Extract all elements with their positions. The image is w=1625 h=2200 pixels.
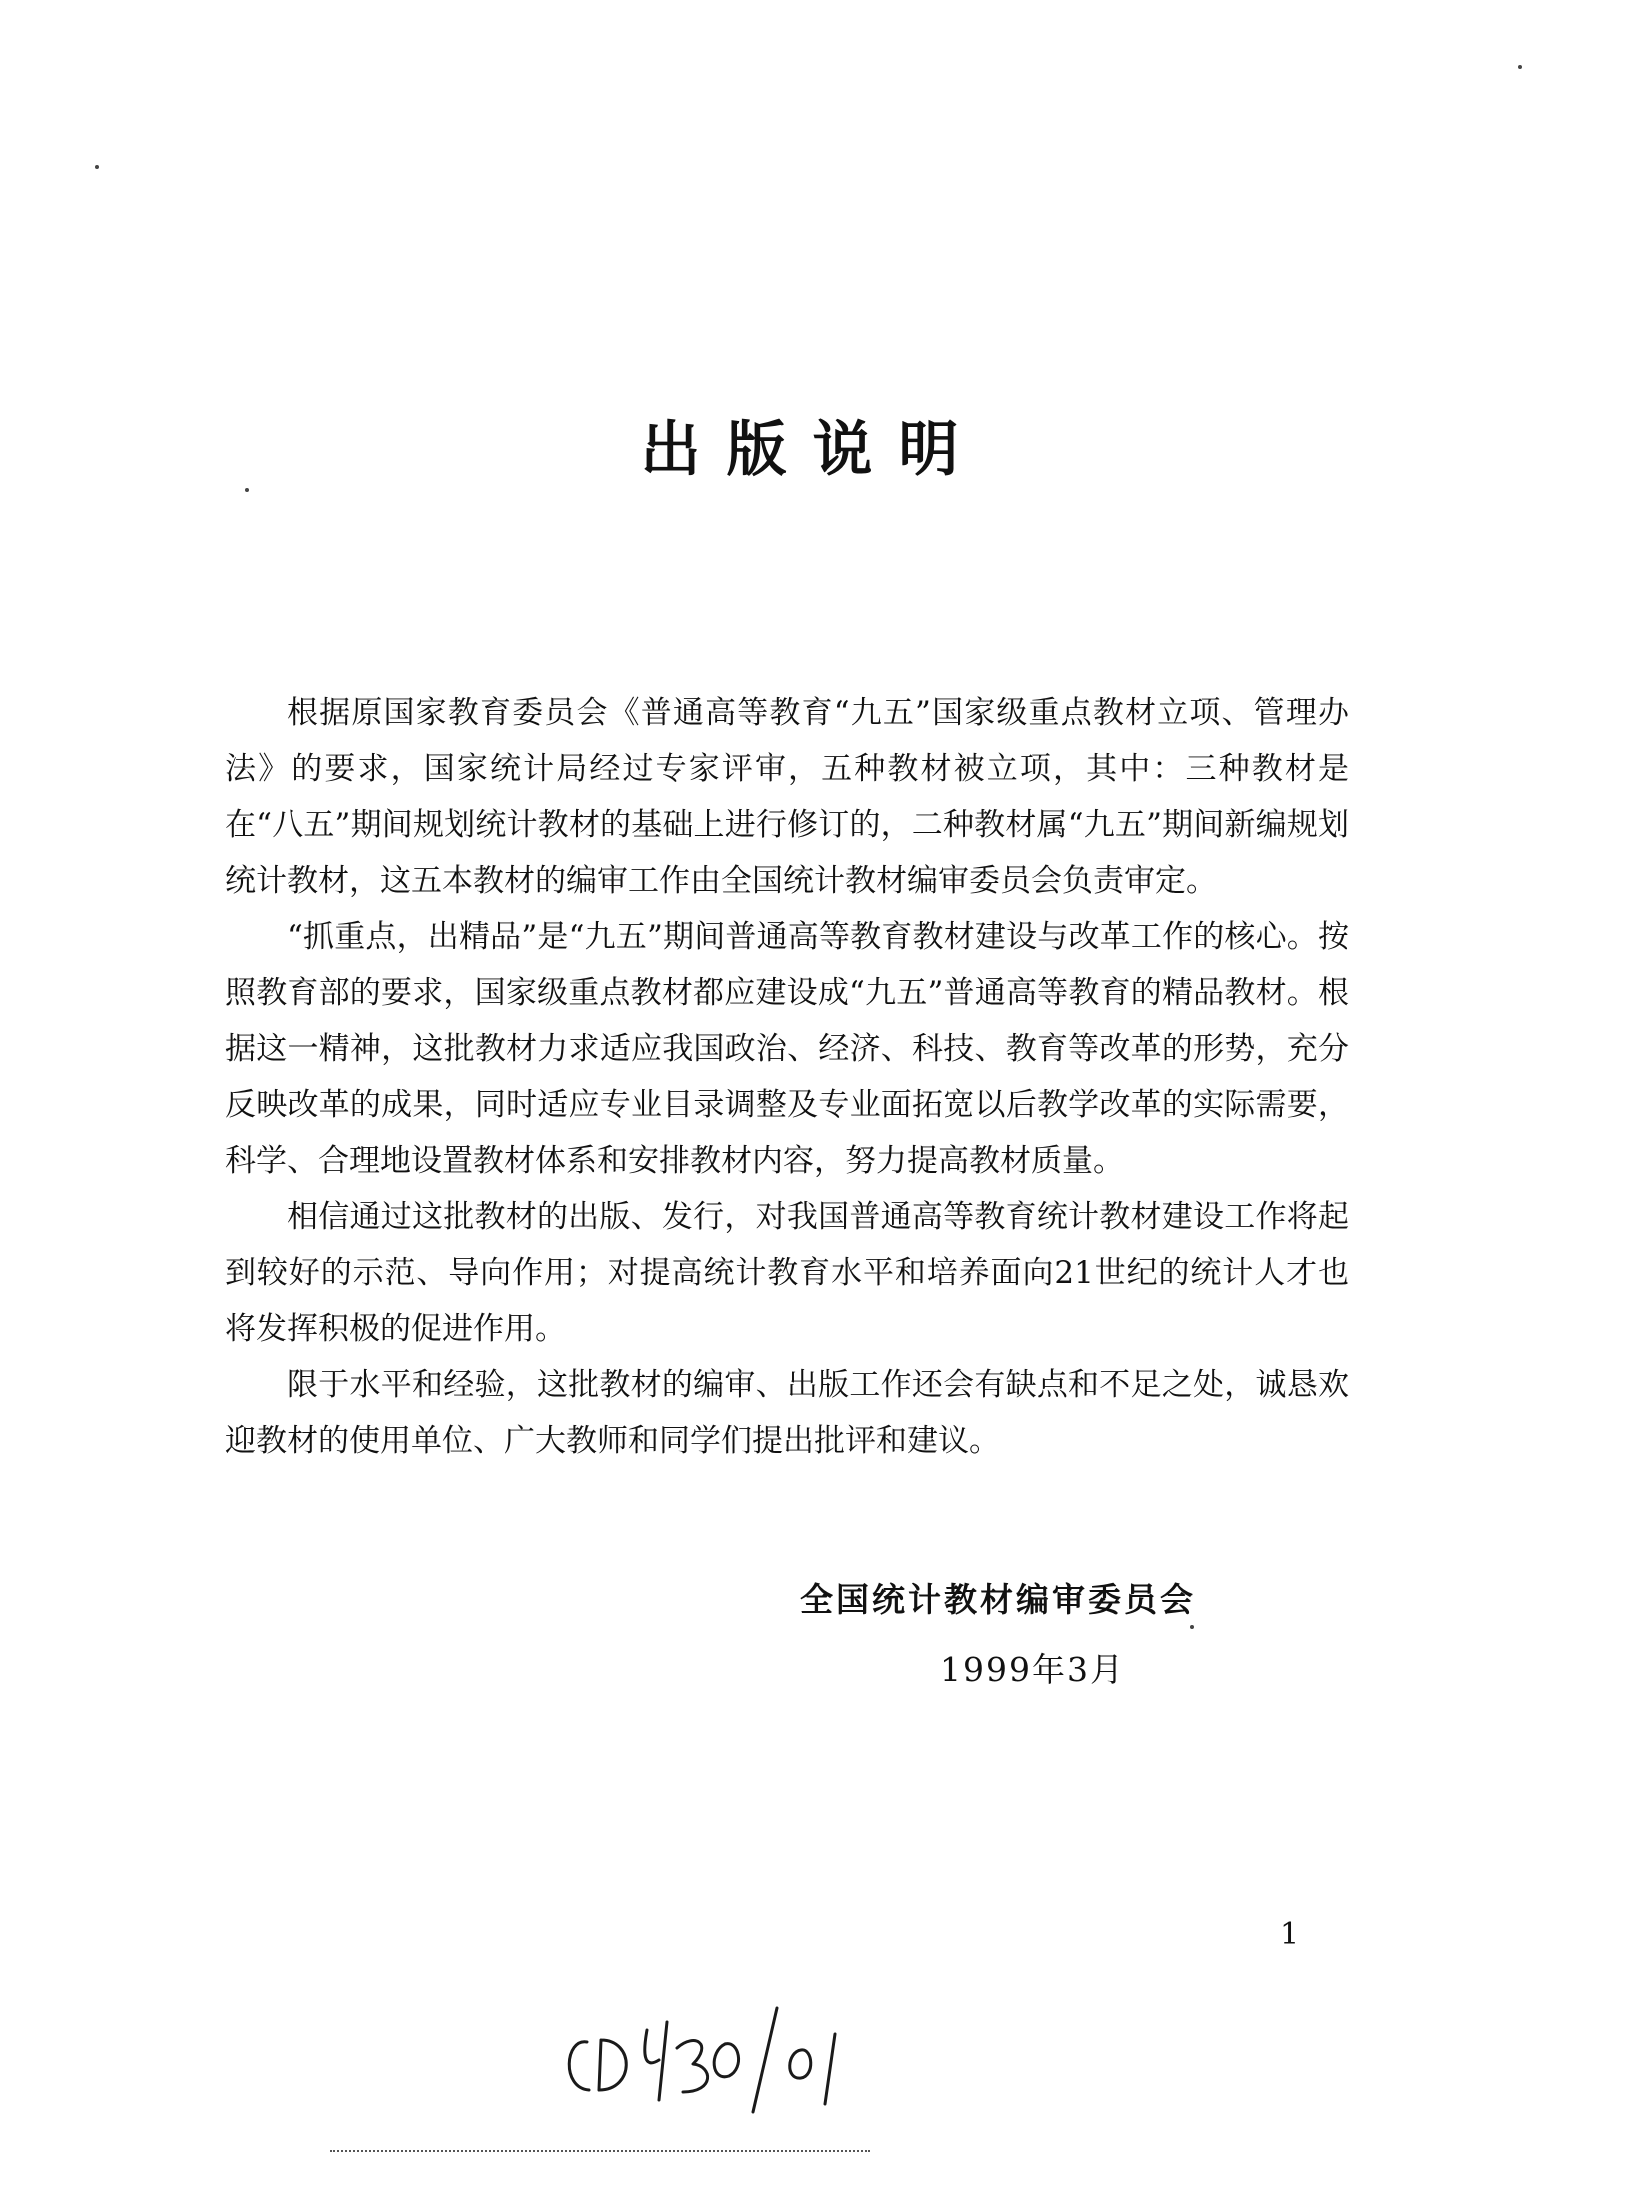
body-text <box>225 685 1349 1469</box>
paragraph: “抓重点，出精品”是“九五”期间普通高等教育教材建设与改革工作的核心。按照教育部的要求，国家级重点教材都应建设成“九五”普通高等教育的精品教材。根据这一精神，这批教材力求适应我国政治、经济、科技、教育等改革的形势，充分反映改革的成果，同时适应专业目录调整及专业面拓宽以后教学改革的实际需要，科学、合理地设置教材体系和安排教材内容，努力提高教材质量。 <box>225 919 1349 1179</box>
scan-speck <box>95 165 99 169</box>
paragraph: 根据原国家教育委员会《普通高等教育“九五”国家级重点教材立项、管理办法》的要求，国家统计局经过专家评审，五种教材被立项，其中：三种教材是在“八五”期间规划统计教材的基础上进行修订的，二种教材属“九五”期间新编规划统计教材，这五本教材的编审工作由全国统计教材编审委员会负责审定。 <box>225 695 1349 899</box>
scan-speck <box>1518 65 1522 69</box>
signature-date: 1999年3月 <box>940 1650 1125 1689</box>
signature-organization: 全国统计教材编审委员会 <box>800 1580 1196 1619</box>
page-title: 出版说明 <box>640 415 985 485</box>
page-number: 1 <box>1280 1917 1300 1952</box>
paragraph: 限于水平和经验，这批教材的编审、出版工作还会有缺点和不足之处，诚恳欢迎教材的使用单位、广大教师和同学们提出批评和建议。 <box>225 1367 1349 1459</box>
scan-artifact-line <box>330 2150 870 2154</box>
paragraph: 相信通过这批教材的出版、发行，对我国普通高等教育统计教材建设工作将起到较好的示范、导向作用；对提高统计教育水平和培养面向21世纪的统计人才也将发挥积极的促进作用。 <box>225 1199 1349 1347</box>
handwritten-note <box>555 2000 845 2120</box>
signature-block <box>800 1565 1320 1705</box>
